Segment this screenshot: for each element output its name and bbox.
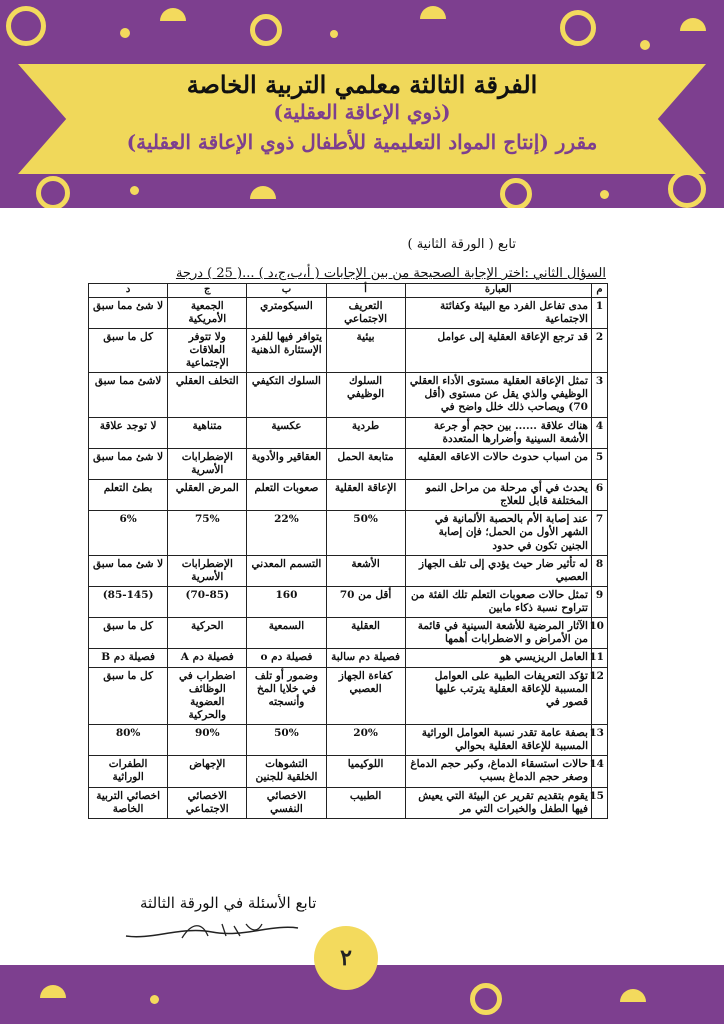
circle-decoration xyxy=(250,14,282,46)
row-option-b: صعوبات التعلم xyxy=(247,480,326,511)
row-option-a: 50% xyxy=(326,511,405,555)
row-option-b: التسمم المعدني xyxy=(247,555,326,586)
half-circle-decoration xyxy=(680,18,706,31)
continuation-label: تابع ( الورقة الثانية ) xyxy=(407,237,516,252)
row-option-c: الإضطرابات الأسرية xyxy=(168,555,247,586)
row-statement: بصفة عامة تقدر نسبة العوامل الوراثية المسببة للإعاقة العقلية بحوالي xyxy=(405,725,591,756)
row-statement: يقوم بتقديم تقرير عن البيئة التي يعيش فيها الطفل والخبرات التي مر xyxy=(405,787,591,818)
row-number: 14 xyxy=(591,756,607,787)
row-option-b: 50% xyxy=(247,725,326,756)
row-option-c: اضطراب في الوظائف العضوية والحركية xyxy=(168,667,247,725)
header-option-c: ج xyxy=(168,284,247,298)
row-statement: تمثل الإعاقة العقلية مستوى الأداء العقلي الوظيفي والذي يقل عن مستوى (أقل 70) ويصاحب ذلك خلل واضح في xyxy=(405,373,591,417)
row-option-d: بطئ التعلم xyxy=(89,480,168,511)
dot-decoration xyxy=(120,28,130,38)
row-option-a: الطبيب xyxy=(326,787,405,818)
row-option-b: العقاقير والأدوية xyxy=(247,448,326,479)
table-row xyxy=(89,417,608,448)
signature-icon xyxy=(122,918,302,944)
row-option-d: لا شئ مما سبق xyxy=(89,448,168,479)
circle-decoration xyxy=(6,6,46,46)
row-option-a: الإعاقة العقلية xyxy=(326,480,405,511)
half-circle-decoration xyxy=(160,8,186,21)
half-circle-decoration xyxy=(40,985,66,998)
row-option-c: فصيلة دم A xyxy=(168,649,247,667)
half-circle-decoration xyxy=(250,186,276,199)
row-option-c: (70-85) xyxy=(168,586,247,617)
row-number: 15 xyxy=(591,787,607,818)
row-option-d: 6% xyxy=(89,511,168,555)
row-statement: مدى تفاعل الفرد مع البيئة وكفائتة الاجتماعية xyxy=(405,297,591,328)
row-option-c: 75% xyxy=(168,511,247,555)
row-option-a: اللوكيميا xyxy=(326,756,405,787)
half-circle-decoration xyxy=(620,989,646,1002)
row-number: 9 xyxy=(591,586,607,617)
row-option-d: لا شئ مما سبق xyxy=(89,555,168,586)
dot-decoration xyxy=(600,190,609,199)
row-option-b: التشوهات الخلقية للجنين xyxy=(247,756,326,787)
course-title: مقرر (إنتاج المواد التعليمية للأطفال ذوي الإعاقة العقلية) xyxy=(126,130,598,154)
header-number: م xyxy=(591,284,607,298)
row-number: 11 xyxy=(591,649,607,667)
row-number: 7 xyxy=(591,511,607,555)
table-row xyxy=(89,555,608,586)
table-row xyxy=(89,328,608,372)
header-statement: العبارة xyxy=(405,284,591,298)
table-row xyxy=(89,373,608,417)
row-statement: من اسباب حدوث حالات الاعاقه العقليه xyxy=(405,448,591,479)
row-option-b: السمعية xyxy=(247,618,326,649)
table-row xyxy=(89,618,608,649)
row-option-b: الاخصائي النفسي xyxy=(247,787,326,818)
row-option-d: اخصائي التربية الخاصة xyxy=(89,787,168,818)
row-option-a: بيئية xyxy=(326,328,405,372)
header-option-b: ب xyxy=(247,284,326,298)
row-option-b: يتوافر فيها للفرد الإستثارة الذهنية xyxy=(247,328,326,372)
row-number: 8 xyxy=(591,555,607,586)
continuation-footer: تابع الأسئلة في الورقة الثالثة xyxy=(140,894,317,912)
row-option-a: متابعة الحمل xyxy=(326,448,405,479)
row-statement: الآثار المرضية للأشعة السينية في قائمة من الأمراض و الاضطرابات أهمها xyxy=(405,618,591,649)
row-number: 3 xyxy=(591,373,607,417)
table-row xyxy=(89,297,608,328)
row-statement: تؤكد التعريفات الطبية على العوامل المسببة للإعاقة العقلية يترتب عليها قصور في xyxy=(405,667,591,725)
row-number: 10 xyxy=(591,618,607,649)
row-statement: تمثل حالات صعوبات التعلم تلك الفئة من تتراوح نسبة ذكاء مابين xyxy=(405,586,591,617)
row-statement: عند إصابة الأم بالحصبة الألمانية في الشهر الأول من الحمل؛ فإن إصابة الجنين تكون في حدود xyxy=(405,511,591,555)
row-option-d: لا شئ مما سبق xyxy=(89,297,168,328)
row-option-b: فصيلة دم o xyxy=(247,649,326,667)
half-circle-decoration xyxy=(420,6,446,19)
row-option-d: كل ما سبق xyxy=(89,618,168,649)
table-row xyxy=(89,756,608,787)
row-option-d: كل ما سبق xyxy=(89,328,168,372)
row-option-c: 90% xyxy=(168,725,247,756)
row-option-b: 22% xyxy=(247,511,326,555)
row-option-c: المرض العقلي xyxy=(168,480,247,511)
row-option-c: الإضطرابات الأسرية xyxy=(168,448,247,479)
table-row xyxy=(89,725,608,756)
row-number: 4 xyxy=(591,417,607,448)
row-option-c: ولا تتوفر العلاقات الإجتماعية xyxy=(168,328,247,372)
row-number: 1 xyxy=(591,297,607,328)
row-option-b: السيكومتري xyxy=(247,297,326,328)
header-banner xyxy=(0,0,724,208)
row-option-a: طردية xyxy=(326,417,405,448)
circle-decoration xyxy=(470,983,502,1015)
row-option-a: العقلية xyxy=(326,618,405,649)
row-option-c: الجمعية الأمريكية xyxy=(168,297,247,328)
row-statement: هناك علاقة ...... بين حجم أو جرعة الأشعة السينية وأضرارها المتعددة xyxy=(405,417,591,448)
circle-decoration xyxy=(500,178,532,208)
table-row xyxy=(89,667,608,725)
circle-decoration xyxy=(560,10,596,46)
row-option-d: 80% xyxy=(89,725,168,756)
row-option-c: متناهية xyxy=(168,417,247,448)
dot-decoration xyxy=(150,995,159,1004)
row-statement: له تأثير ضار حيث يؤدي إلى تلف الجهاز العصبي xyxy=(405,555,591,586)
row-option-d: كل ما سبق xyxy=(89,667,168,725)
row-option-a: فصيلة دم سالبة xyxy=(326,649,405,667)
row-option-a: كفاءة الجهاز العصبي xyxy=(326,667,405,725)
dot-decoration xyxy=(130,186,139,195)
row-option-a: الأشعة xyxy=(326,555,405,586)
row-option-b: 160 xyxy=(247,586,326,617)
row-option-c: الإجهاض xyxy=(168,756,247,787)
row-statement: قد ترجع الإعاقة العقلية إلى عوامل xyxy=(405,328,591,372)
row-option-c: الحركية xyxy=(168,618,247,649)
table-row xyxy=(89,649,608,667)
row-option-b: السلوك التكيفي xyxy=(247,373,326,417)
questions-table xyxy=(88,283,608,819)
dot-decoration xyxy=(330,30,338,38)
row-number: 5 xyxy=(591,448,607,479)
header-option-d: د xyxy=(89,284,168,298)
row-option-a: 20% xyxy=(326,725,405,756)
table-row xyxy=(89,480,608,511)
header-option-a: أ xyxy=(326,284,405,298)
row-option-b: وضمور أو تلف في خلايا المخ وأنسجته xyxy=(247,667,326,725)
row-number: 2 xyxy=(591,328,607,372)
table-header-row xyxy=(89,284,608,298)
circle-decoration xyxy=(36,176,70,208)
row-option-d: لا توجد علاقة xyxy=(89,417,168,448)
table-row xyxy=(89,586,608,617)
row-number: 6 xyxy=(591,480,607,511)
row-statement: حالات استسقاء الدماغ، وكبر حجم الدماغ وصغر حجم الدماغ بسبب xyxy=(405,756,591,787)
dot-decoration xyxy=(640,40,650,50)
row-option-d: فصيلة دم B xyxy=(89,649,168,667)
title-line-2: (ذوي الإعاقة العقلية) xyxy=(273,100,451,124)
row-option-a: السلوك الوظيفي xyxy=(326,373,405,417)
row-option-b: عكسية xyxy=(247,417,326,448)
row-option-a: التعريف الاجتماعي xyxy=(326,297,405,328)
row-number: 12 xyxy=(591,667,607,725)
question-heading: السؤال الثاني :اختر الإجابة الصحيحة من بين الإجابات ( أ،ب،ج،د ) ...( 25 ) درجة xyxy=(175,266,606,281)
row-option-d: لاشئ مما سبق xyxy=(89,373,168,417)
row-option-a: أقل من 70 xyxy=(326,586,405,617)
row-option-d: الطفرات الوراثية xyxy=(89,756,168,787)
row-option-c: التخلف العقلي xyxy=(168,373,247,417)
table-row xyxy=(89,787,608,818)
row-number: 13 xyxy=(591,725,607,756)
row-option-d: (85-145) xyxy=(89,586,168,617)
table-row xyxy=(89,511,608,555)
row-statement: يحدث في أي مرحلة من مراحل النمو المختلفة قابل للعلاج xyxy=(405,480,591,511)
page-number: ٢ xyxy=(314,926,378,990)
table-row xyxy=(89,448,608,479)
row-option-c: الاخصائي الاجتماعي xyxy=(168,787,247,818)
row-statement: العامل الريزيسي هو xyxy=(405,649,591,667)
circle-decoration xyxy=(668,170,706,208)
title-line-1: الفرقة الثالثة معلمي التربية الخاصة xyxy=(186,70,538,99)
